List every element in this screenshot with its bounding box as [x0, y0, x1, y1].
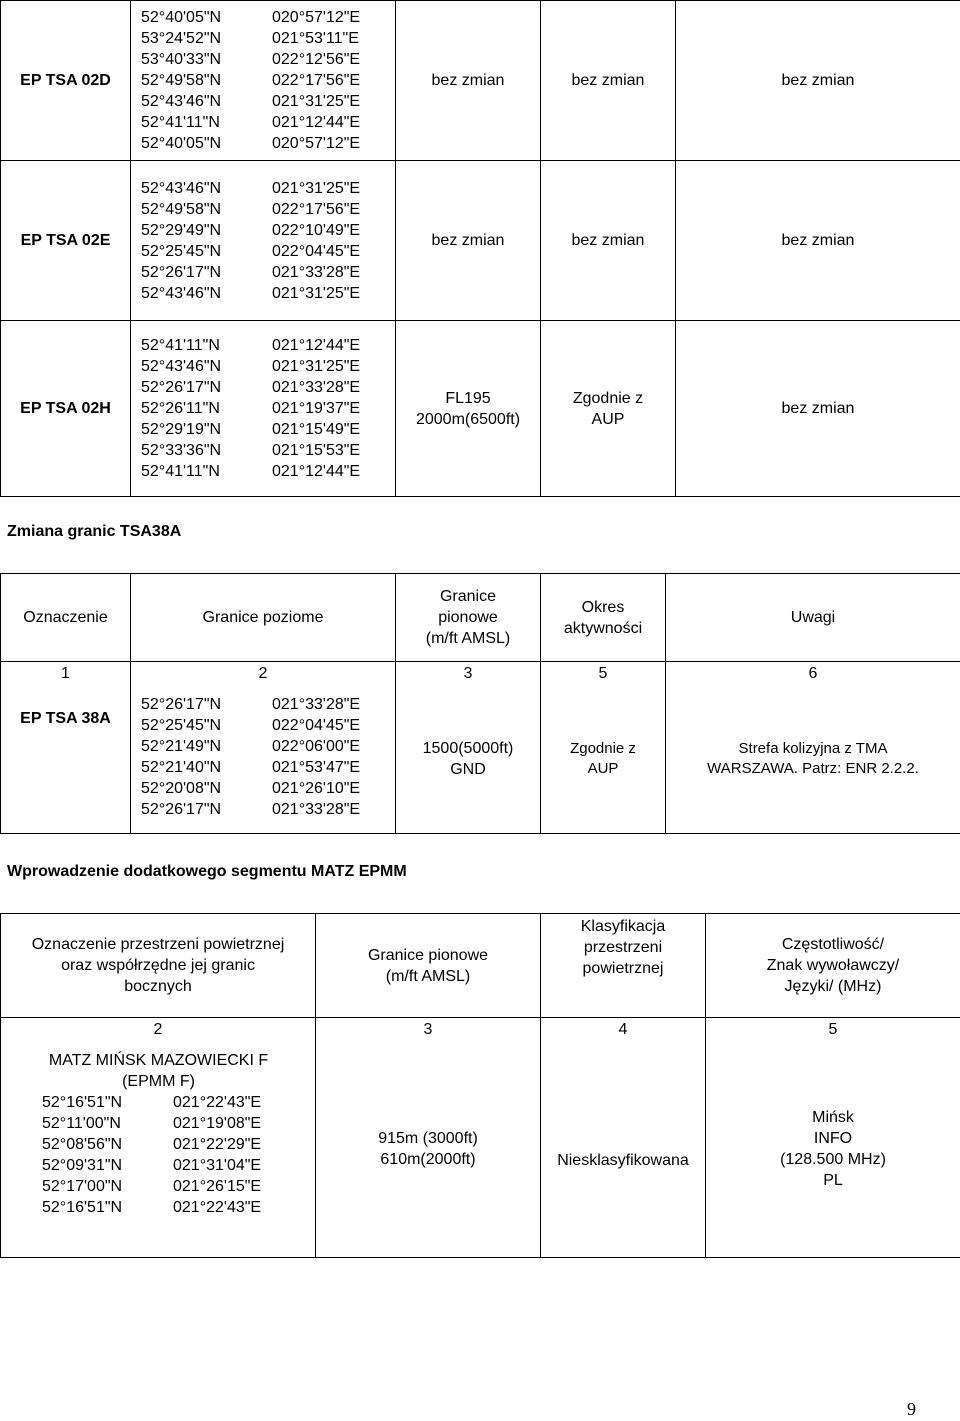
designation-cell: EP TSA 02E [1, 161, 131, 321]
activity-period-cell: bez zmian [541, 161, 676, 321]
table-row [1, 1, 960, 161]
header-frequency: Częstotliwość/ Znak wywoławczy/ Języki/ (MHz) [706, 914, 960, 1018]
vertical-limits-cell: FL195 2000m(6500ft) [396, 321, 541, 497]
header-activity-period: Okres aktywności [541, 574, 666, 662]
header-lateral-limits: Granice poziome [131, 574, 396, 662]
designation-coords-cell: MATZ MIŃSK MAZOWIECKI F (EPMM F) 52°16'51"N 021°22'43"E 52°11'00"N 021°19'08"E 52°08'56"N 021°22'29"E 52°09'31"N 021°31'04"E 52°17'00"N 021°26'15"E 52°16'51"N 021°22'43"E [1, 1042, 316, 1258]
header-designation: Oznaczenie [1, 574, 131, 662]
table-row [1, 161, 960, 321]
col-number: 4 [541, 1018, 706, 1042]
col-number: 5 [541, 662, 666, 686]
header-vertical-limits: Granice pionowe (m/ft AMSL) [396, 574, 541, 662]
header-remarks: Uwagi [666, 574, 960, 662]
activity-period-cell: Zgodnie z AUP [541, 321, 676, 497]
column-number-row [1, 662, 960, 686]
table-row [1, 321, 960, 497]
classification-cell: Niesklasyfikowana [541, 1042, 706, 1258]
vertical-limits-cell: bez zmian [396, 161, 541, 321]
col-number: 3 [316, 1018, 541, 1042]
remarks-cell: bez zmian [676, 161, 960, 321]
col-number: 1 [1, 662, 131, 686]
col-number: 3 [396, 662, 541, 686]
lateral-limits-cell: 52°41'11"N 021°12'44"E 52°43'46"N 021°31'25"E 52°26'17"N 021°33'28"E 52°26'11"N 021°19'37"E 52°29'19"N 021°15'49"E 52°33'36"N 021°15'53"E 52°41'11"N 021°12'44"E [131, 321, 396, 497]
tsa38a-table [0, 573, 960, 834]
header-row [1, 574, 960, 662]
designation-cell: EP TSA 38A [1, 686, 131, 834]
remarks-cell: Strefa kolizyjna z TMA WARSZAWA. Patrz: ENR 2.2.2. [666, 686, 960, 834]
designation-cell: EP TSA 02H [1, 321, 131, 497]
remarks-cell: bez zmian [676, 1, 960, 161]
col-number: 5 [706, 1018, 960, 1042]
lateral-limits-cell: 52°26'17"N 021°33'28"E 52°25'45"N 022°04'45"E 52°21'49"N 022°06'00"E 52°21'40"N 021°53'47"E 52°20'08"N 021°26'10"E 52°26'17"N 021°33'28"E [131, 686, 396, 834]
activity-period-cell: Zgodnie z AUP [541, 686, 666, 834]
vertical-limits-cell: bez zmian [396, 1, 541, 161]
lateral-limits-cell: 52°43'46"N 021°31'25"E 52°49'58"N 022°17'56"E 52°29'49"N 022°10'49"E 52°25'45"N 022°04'45"E 52°26'17"N 021°33'28"E 52°43'46"N 021°31'25"E [131, 161, 396, 321]
table-row [1, 686, 960, 834]
activity-period-cell: bez zmian [541, 1, 676, 161]
table-row [1, 1042, 960, 1258]
matz-table [0, 913, 960, 1258]
tsa-table-1 [0, 0, 960, 497]
section-title-tsa38a: Zmiana granic TSA38A [7, 523, 182, 540]
column-number-row [1, 1018, 960, 1042]
frequency-cell: Mińsk INFO (128.500 MHz) PL [706, 1042, 960, 1258]
header-classification: Klasyfikacja przestrzeni powietrznej [541, 914, 706, 1018]
col-number: 6 [666, 662, 960, 686]
header-vertical-limits: Granice pionowe (m/ft AMSL) [316, 914, 541, 1018]
vertical-limits-cell: 1500(5000ft) GND [396, 686, 541, 834]
lateral-coords: 52°16'51"N 021°22'43"E 52°11'00"N 021°19'08"E 52°08'56"N 021°22'29"E 52°09'31"N 021°31'04"E 52°17'00"N 021°26'15"E 52°16'51"N 021°22'43"E [42, 1093, 262, 1216]
vertical-limits-cell: 915m (3000ft) 610m(2000ft) [316, 1042, 541, 1258]
remarks-cell: bez zmian [676, 321, 960, 497]
lateral-limits-cell: 52°40'05"N 020°57'12"E 53°24'52"N 021°53'11"E 53°40'33"N 022°12'56"E 52°49'58"N 022°17'56"E 52°43'46"N 021°31'25"E 52°41'11"N 021°12'44"E 52°40'05"N 020°57'12"E [131, 1, 396, 161]
designation-cell: EP TSA 02D [1, 1, 131, 161]
col-number: 2 [131, 662, 396, 686]
section-title-matz: Wprowadzenie dodatkowego segmentu MATZ EPMM [7, 863, 407, 880]
col-number: 2 [1, 1018, 316, 1042]
header-designation-coords: Oznaczenie przestrzeni powietrznej oraz współrzędne jej granic bocznych [1, 914, 316, 1018]
header-row [1, 914, 960, 1018]
page-number: 9 [907, 1399, 916, 1419]
